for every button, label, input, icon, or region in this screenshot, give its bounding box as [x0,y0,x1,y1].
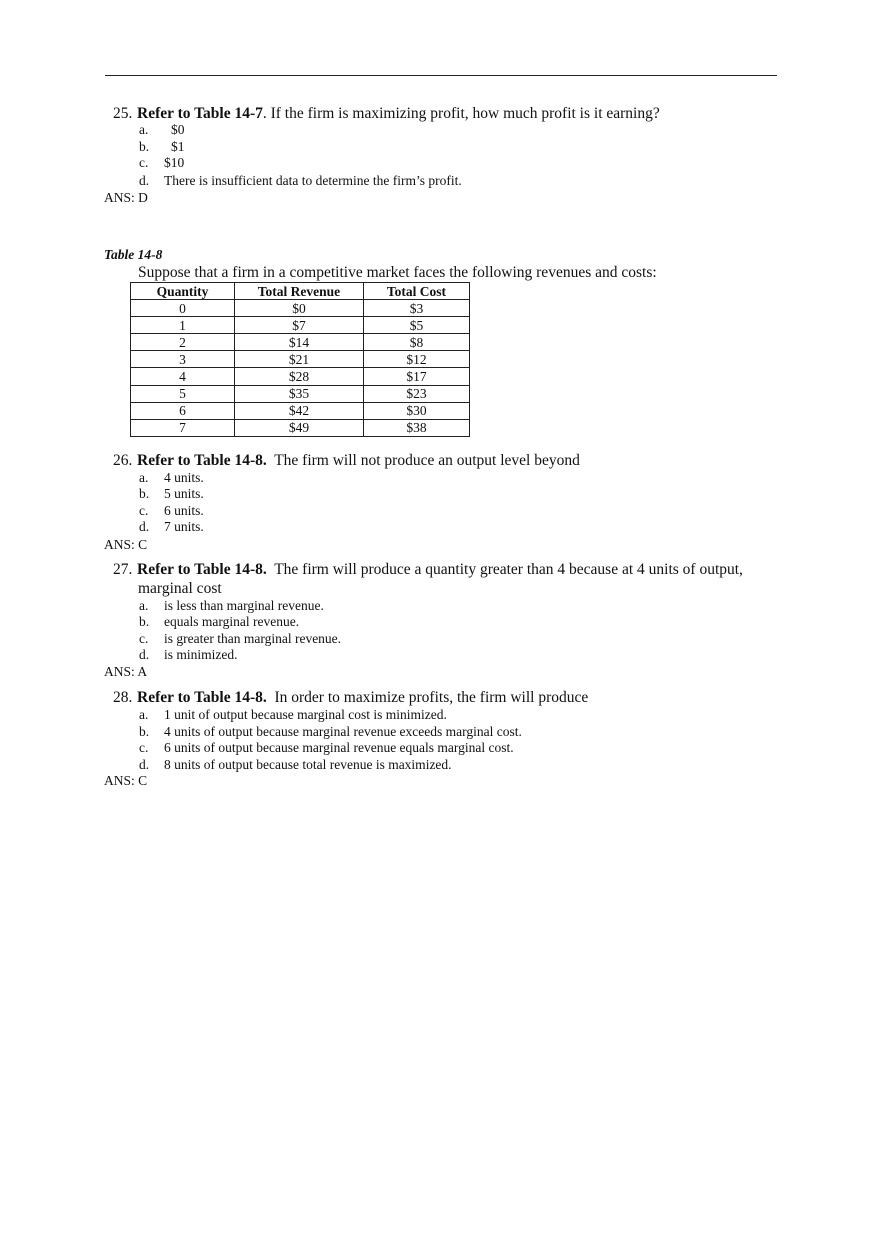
question-number: 27. [113,561,133,578]
column-header: Total Revenue [235,283,364,300]
table-reference: Refer to Table 14-7 [137,105,263,122]
table-row: 4 $28 $17 [131,368,470,385]
table-row: 2 $14 $8 [131,334,470,351]
answer-28: ANS: C [104,773,148,788]
table-row: 7 $49 $38 [131,419,470,436]
question-number: 25. [113,105,133,122]
question-26 [113,452,580,470]
question-27 [113,561,743,579]
question-number: 26. [113,452,133,469]
question-text: In order to maximize profits, the firm will produce [266,689,589,706]
revenue-cost-table [130,282,470,437]
question-text: The firm will produce a quantity greater than 4 because at 4 units of output, [266,561,743,578]
table-reference: Refer to Table 14-8. [137,452,267,469]
answer-27: ANS: A [104,664,148,679]
question-28 [113,689,588,707]
table-row: 6 $42 $30 [131,402,470,419]
question-number: 28. [113,689,133,706]
question-text: The firm will not produce an output level beyond [266,452,580,469]
question-text-continued: marginal cost [138,580,222,597]
table-row: 3 $21 $12 [131,351,470,368]
question-25 [113,105,660,123]
table-intro: Suppose that a firm in a competitive market faces the following revenues and costs: [138,264,657,281]
column-header: Quantity [131,283,235,300]
answer-25: ANS: D [104,190,148,205]
table-reference: Refer to Table 14-8. [137,689,267,706]
top-rule [105,75,777,76]
table-header-row [131,283,470,300]
column-header: Total Cost [364,283,470,300]
table-reference: Refer to Table 14-8. [137,561,267,578]
table-row: 5 $35 $23 [131,385,470,402]
answer-26: ANS: C [104,537,148,552]
table-row: 1 $7 $5 [131,317,470,334]
table-row: 0 $0 $3 [131,300,470,317]
question-text: . If the firm is maximizing profit, how much profit is it earning? [262,105,660,122]
table-title: Table 14-8 [104,247,163,262]
